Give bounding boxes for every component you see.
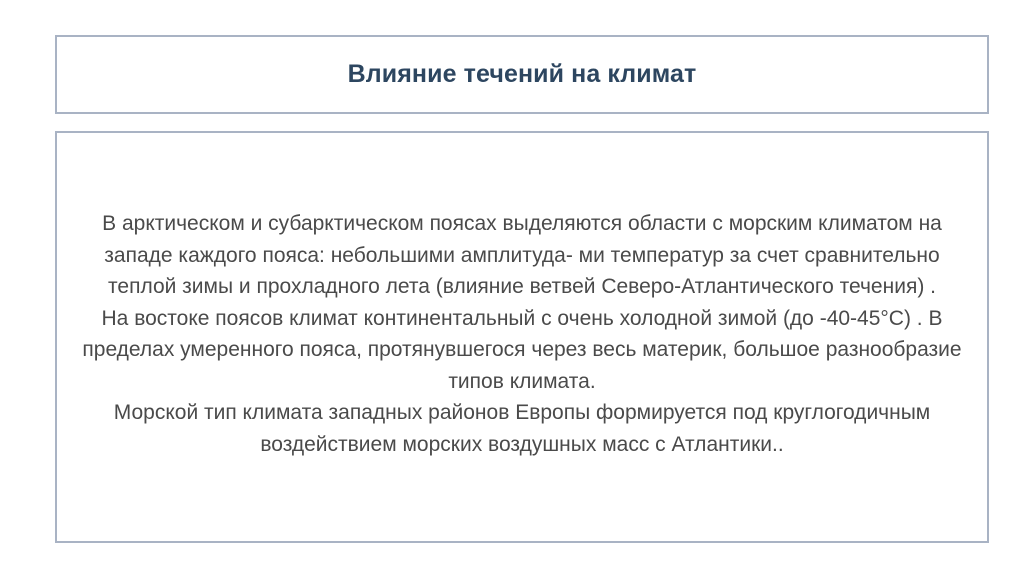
paragraph-east: На востоке поясов климат континентальный с очень холодной зимой (до -40-45°С) . В пределах умеренного пояса, протянувшегося через весь материк, большое разнообразие типов климата. [82,306,962,393]
slide-title: Влияние течений на климат [347,60,697,88]
paragraph-maritime: Морской тип климата западных районов Европы формируется под круглогодичным воздействием морских воздушных масс с Атлантики.. [113,401,931,456]
title-frame [55,35,989,114]
content-frame [55,131,989,543]
slide-body [81,208,963,460]
paragraph-arctic: В арктическом и субарктическом поясах выделяются области с морским климатом на западе каждого пояса: небольшими амплитуда- ми температур за счет сравнительно теплой зимы и прохладного лета (влияние ветвей Северо-Атлантического течения) . [102,212,942,298]
